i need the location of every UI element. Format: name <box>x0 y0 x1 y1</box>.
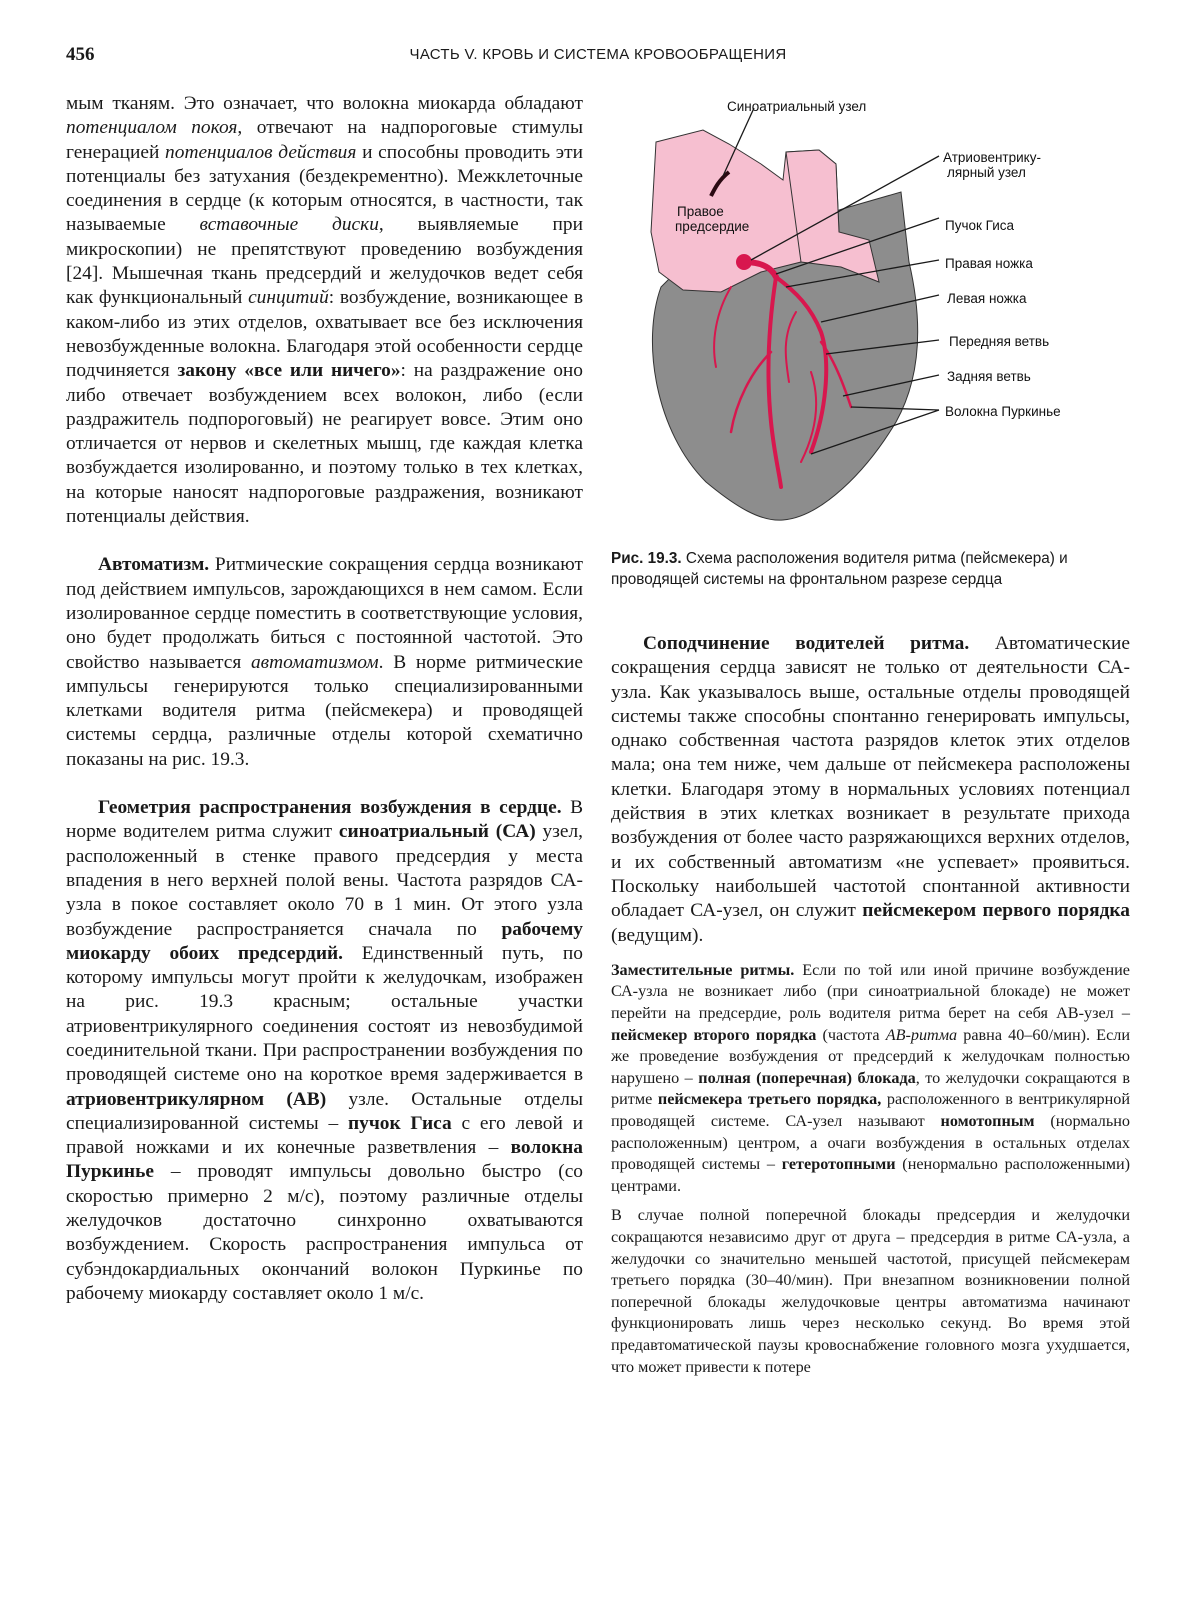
label-sa-node: Синоатриальный узел <box>727 99 867 114</box>
paragraph-syncytium: мым тканям. Это означает, что волокна миокарда обладают потенциалом покоя, отвечают на надпороговые стимулы генерацией потенциалов действия и способны проводить эти потенциалы без затухания (бездекрементно). Межклеточные соединения в сердце (к которым относятся, в частности, так называемые вставочные диски, выявляемые при микроскопии) не препятствуют проведению возбуждения [24]. Мышечная ткань предсердий и желудочков ведет себя как функциональный синцитий: возбуждение, возникающее в каком-либо из этих отделов, охватывает все без исключения невозбужденные волокна. Благодаря этой особенности сердце подчиняется закону «все или ничего»: на раздражение оно либо отвечает возбуждением всех волокон, либо (если раздражитель подпороговый) не реагирует вовсе. Этим оно отличается от нервов и скелетных мышц, где каждая клетка возбуждается изолированно, и поэтому только в тех клетках, на которые наносят надпороговые раздражения, возникают потенциалы действия. <box>66 93 584 528</box>
page-number: 456 <box>66 44 95 65</box>
figure-caption-label: Рис. 19.3. <box>611 550 682 567</box>
label-purkinje-fibers: Волокна Пуркинье <box>945 404 1061 419</box>
label-right-atrium-line2: предсердие <box>675 219 750 234</box>
paragraph-excitation-geometry: Геометрия распространения возбуждения в сердце. В норме водителем ритма служит синоатриальный (СА) узел, расположенный в стенке правого предсердия у места впадения в него верхней полой вены. Частота разрядов СА-узла в покое составляет около 70 в 1 мин. От этого узла возбуждение распространяется сначала по рабочему миокарду обоих предсердий. Единственный путь, по которому импульсы могут пройти к желудочкам, изображен на рис. 19.3 красным; остальные участки атриовентрикулярного соединения состоят из невозбудимой соединительной ткани. При распространении возбуждения по проводящей системе оно на короткое время задерживается в атриовентрикулярном (АВ) узле. Остальные отделы специализированной системы – пучок Гиса с его левой и правой ножками и их конечные разветвления – волокна Пуркинье – проводят импульсы довольно быстро (со скоростью примерно 2 м/с), поэтому различные отделы желудочков достаточно синхронно охватываются возбуждением. Скорость распространения импульса от субэндокардиальных окончаний волокон Пуркинье по рабочему миокарду составляет около 1 м/с. <box>66 797 584 1304</box>
label-right-branch: Правая ножка <box>945 256 1033 271</box>
section-heading-escape-rhythms: Заместительные ритмы. <box>611 960 795 979</box>
left-column <box>66 92 583 1306</box>
label-right-atrium-line1: Правое <box>677 204 724 219</box>
figure-caption-text: Схема расположения водителя ритма (пейсмекера) и проводящей системы на фронтальном разрезе сердца <box>611 550 1068 588</box>
figure-caption <box>611 548 1130 590</box>
heart-conduction-figure <box>611 92 1130 562</box>
heart-diagram <box>611 92 1130 562</box>
paragraph-pacemaker-hierarchy: Соподчинение водителей ритма. Автоматические сокращения сердца зависят не только от деятельности СА-узла. Как указывалось выше, остальные отделы проводящей системы также способны спонтанно генерировать импульсы, однако собственная частота разрядов клеток этих отделов мала; она тем ниже, чем дальше от пейсмекера расположены клетки. Благодаря этому в нормальных условиях потенциал действия в этих клетках возникает в результате прихода возбуждения от более часто разряжающихся верхних отделов, и их собственный автоматизм «не успевает» проявиться. Поскольку наибольшей частотой спонтанной активности обладает СА-узел, он служит пейсмекером первого порядка (ведущим). <box>611 633 1130 946</box>
paragraph-complete-block: В случае полной поперечной блокады предсердия и желудочки сокращаются независимо друг от друга – предсердия в ритме СА-узла, а желудочки со значительно меньшей частотой, присущей пейсмекерам третьего порядка (30–40/мин). При внезапном возникновении полной поперечной блокады желудочковые центры автоматизма начинают функционировать лишь через несколько секунд. Во время этой предавтоматической паузы кровоснабжение головного мозга ухудшается, что может привести к потере <box>611 1206 1130 1376</box>
page-header <box>66 44 1130 72</box>
label-posterior-branch: Задняя ветвь <box>947 369 1031 384</box>
label-av-node-line2: лярный узел <box>947 165 1026 180</box>
label-anterior-branch: Передняя ветвь <box>949 334 1050 349</box>
right-column <box>611 632 1130 1378</box>
section-heading-automatism: Автоматизм. <box>98 554 210 576</box>
label-his-bundle: Пучок Гиса <box>945 218 1015 233</box>
paragraph-escape-rhythms: Заместительные ритмы. Если по той или иной причине возбуждение СА-узла не возникает либо (при синоатриальной блокаде) не может перейти на предсердие, роль водителя ритма берет на себя АВ-узел – пейсмекер второго порядка (частота АВ-ритма равна 40–60/мин). Если же проведение возбуждения от предсердий к желудочкам полностью нарушено – полная (поперечная) блокада, то желудочки сокращаются в ритме пейсмекера третьего порядка, расположенного в вентрикулярной проводящей системе. СА-узел называют номотопным (нормально расположенным) центром, а очаги возбуждения в остальных отделах проводящей системы – гетеротопными (ненормально расположенными) центрами. <box>611 960 1131 1195</box>
section-heading-hierarchy: Соподчинение водителей ритма. <box>643 633 970 654</box>
label-av-node-line1: Атриовентрику- <box>943 150 1041 165</box>
section-heading-geometry: Геометрия распространения возбуждения в сердце. <box>98 797 562 819</box>
running-title: ЧАСТЬ V. КРОВЬ И СИСТЕМА КРОВООБРАЩЕНИЯ <box>409 46 787 63</box>
paragraph-automatism: Автоматизм. Ритмические сокращения сердца возникают под действием импульсов, зарождающихся в нем самом. Если изолированное сердце поместить в соответствующие условия, оно будет продолжать биться с постоянной частотой. Это свойство называется автоматизмом. В норме ритмические импульсы генерируются только специализированными клетками водителя ритма (пейсмекера) и проводящей системы сердца, различные отделы которой схематично показаны на рис. 19.3. <box>66 554 583 770</box>
label-left-branch: Левая ножка <box>947 291 1027 306</box>
